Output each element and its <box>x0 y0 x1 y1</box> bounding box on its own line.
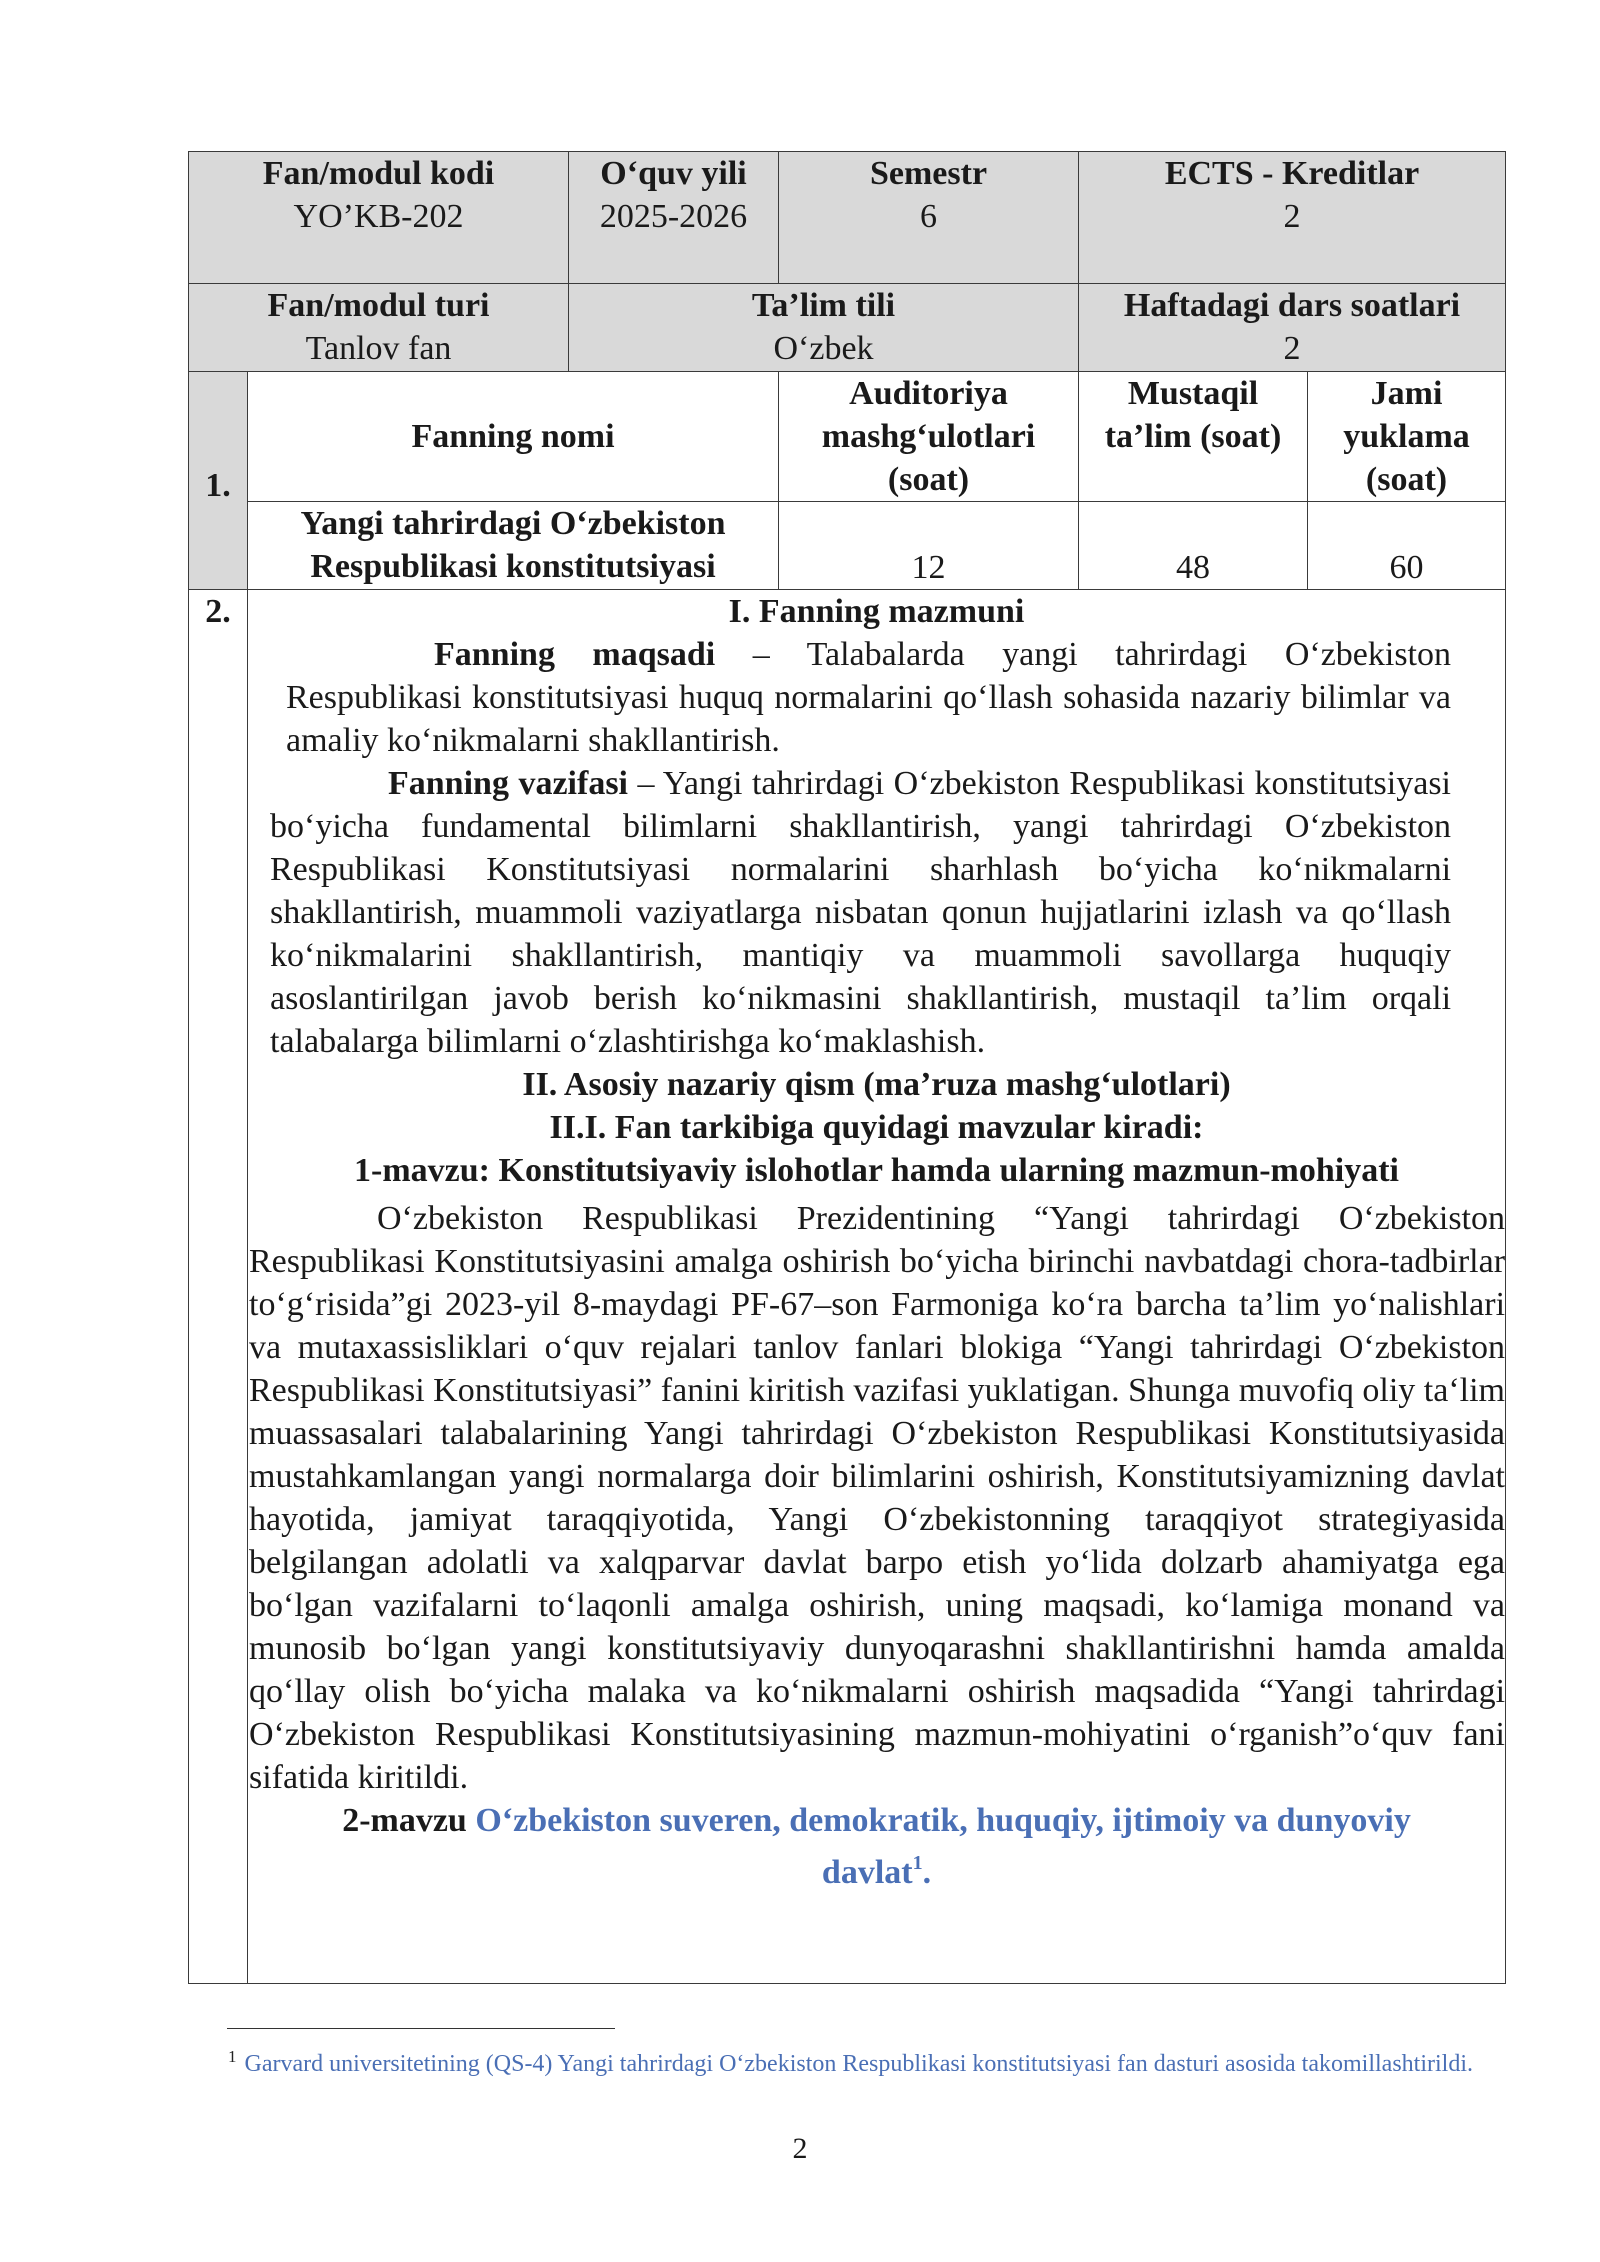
academic-year-label: O‘quv yili <box>600 155 747 192</box>
auditorium-hours-header: Auditoriya mashg‘ulotlari (soat) <box>779 372 1079 502</box>
module-type-cell <box>189 284 569 372</box>
section-2-subtitle: II.I. Fan tarkibiga quyidagi mavzular kiradi: <box>549 1109 1204 1146</box>
section-2-title: II. Asosiy nazariy qism (ma’ruza mashg‘ulotlari) <box>522 1066 1231 1103</box>
module-type-value: Tanlov fan <box>305 330 452 367</box>
module-code-label: Fan/modul kodi <box>262 155 495 192</box>
footnote <box>228 2040 1486 2081</box>
weekly-hours-value: 2 <box>1283 330 1301 367</box>
module-type-label: Fan/modul turi <box>267 287 490 324</box>
task-label: Fanning vazifasi <box>388 765 628 802</box>
self-study-value: 48 <box>1079 502 1308 590</box>
page-number: 2 <box>792 2132 808 2165</box>
ects-value: 2 <box>1283 198 1301 235</box>
semester-value: 6 <box>920 198 938 235</box>
self-study-header: Mustaqil ta’lim (soat) <box>1079 372 1308 502</box>
module-code-value: YO’KB-202 <box>293 198 464 235</box>
topic-2-title: 2-mavzu O‘zbekiston suveren, demokratik, huquqiy, ijtimoiy va dunyoviy davlat$^1$. <box>342 1802 1411 1891</box>
ects-label: ECTS - Kreditlar <box>1164 155 1420 192</box>
section-1-title: I. Fanning mazmuni <box>728 593 1025 630</box>
row-number-1: 1. <box>189 372 248 590</box>
footnote-text: Garvard universitetining (QS-4) Yangi tahrirdagi O‘zbekiston Respublikasi konstitutsiyasi fan dasturi asosida takomillashtirildi. <box>244 2051 1473 2077</box>
academic-year-value: 2025-2026 <box>599 198 748 235</box>
course-name-value: Yangi tahrirdagi O‘zbekiston Respublikasi konstitutsiyasi <box>248 502 779 590</box>
language-value: O‘zbek <box>773 330 874 367</box>
weekly-hours-label: Haftadagi dars soatlari <box>1123 287 1461 324</box>
topic-2-title-line2: davlat <box>821 1854 913 1891</box>
semester-cell <box>779 152 1079 284</box>
row-number-2: 2. <box>189 590 248 1984</box>
language-cell <box>569 284 1079 372</box>
total-load-header: Jami yuklama (soat) <box>1308 372 1506 502</box>
goal-label: Fanning maqsadi <box>434 636 716 673</box>
auditorium-hours-value: 12 <box>779 502 1079 590</box>
footnote-mark: 1 <box>228 2047 237 2066</box>
course-table <box>188 151 1506 1984</box>
language-label: Ta’lim tili <box>751 287 896 324</box>
topic-1-title: 1-mavzu: Konstitutsiyaviy islohotlar hamda ularning mazmun-mohiyati <box>354 1152 1399 1189</box>
topic-1-paragraph: O‘zbekiston Respublikasi Prezidentining “Yangi tahrirdagi O‘zbekiston Respublikasi Konstitutsiyasini amalga oshirish bo‘yicha birinchi navbatdagi chora-tadbirlar to‘g‘risida”gi 2023-yil 8-maydagi PF-67–son Farmoniga ko‘ra barcha ta’lim yo‘nalishlari va mutaxassisliklari o‘quv rejalari tanlov fanlari blokiga “Yangi tahrirdagi O‘zbekiston Respublikasi Konstitutsiyasi” fanini kiritish vazifasi yuklatigan. Shunga muvofiq oliy ta‘lim muassasalari talabalarining Yangi tahrirdagi O‘zbekiston Respublikasi Konstitutsiyasida mustahkamlangan yangi normalarga doir bilimlarini oshirish, Konstitutsiyamizning davlat hayotida, jamiyat taraqqiyotida, Yangi O‘zbekistonning taraqqiyot strategiyasida belgilangan adolatli va xalqparvar davlat barpo etish yo‘lida dolzarb ahamiyatga ega bo‘lgan vazifalarni to‘laqonli amalga oshirish, uning maqsadi, ko‘lamiga monand va munosib bo‘lgan yangi konstitutsiyaviy dunyoqarashni shakllantirishni hamda amalda qo‘llay olish bo‘yicha malaka va ko‘nikmalarni oshirish maqsadida “Yangi tahrirdagi O‘zbekiston Respublikasi Konstitutsiyasining mazmun-mohiyatini o‘rganish”o‘quv fani sifatida kiritildi. <box>249 1200 1506 1796</box>
task-text: – Yangi tahrirdagi O‘zbekiston Respublikasi konstitutsiyasi bo‘yicha fundamental bilimlarni shakllantirish, yangi tahrirdagi O‘zbekiston Respublikasi Konstitutsiyasi normalarini sharhlash bo‘yicha ko‘nikmalarni shakllantirish, muammoli vaziyatlarga nisbatan qonun hujjatlarini izlash va qo‘llash ko‘nikmalarini shakllantirish, mantiqiy va muammoli savollarga huquqiy asoslantirilgan javob berish ko‘nikmasini shakllantirish, mustaqil ta’lim orqali talabalarga bilimlarni o‘zlashtirishga ko‘maklashish. <box>270 765 1452 1060</box>
course-content-cell <box>248 590 1506 1984</box>
task-paragraph <box>270 762 1451 1063</box>
semester-label: Semestr <box>869 155 988 192</box>
topic-2-title-line1: O‘zbekiston suveren, demokratik, huquqiy, ijtimoiy va dunyoviy <box>475 1802 1411 1839</box>
course-name-header: Fanning nomi <box>248 372 779 502</box>
footnote-reference[interactable]: 1 <box>912 1852 923 1874</box>
goal-text: – Talabalarda yangi tahrirdagi O‘zbekiston Respublikasi konstitutsiyasi huquq normalarini qo‘llash sohasida nazariy bilimlar va amaliy ko‘nikmalarni shakllantirish. <box>286 636 1452 759</box>
goal-paragraph <box>286 633 1451 762</box>
module-code-cell <box>189 152 569 284</box>
academic-year-cell <box>569 152 779 284</box>
footnote-separator <box>227 2028 615 2029</box>
ects-cell <box>1079 152 1506 284</box>
weekly-hours-cell <box>1079 284 1506 372</box>
total-load-value: 60 <box>1308 502 1506 590</box>
topic-2-prefix: 2-mavzu <box>342 1802 467 1839</box>
